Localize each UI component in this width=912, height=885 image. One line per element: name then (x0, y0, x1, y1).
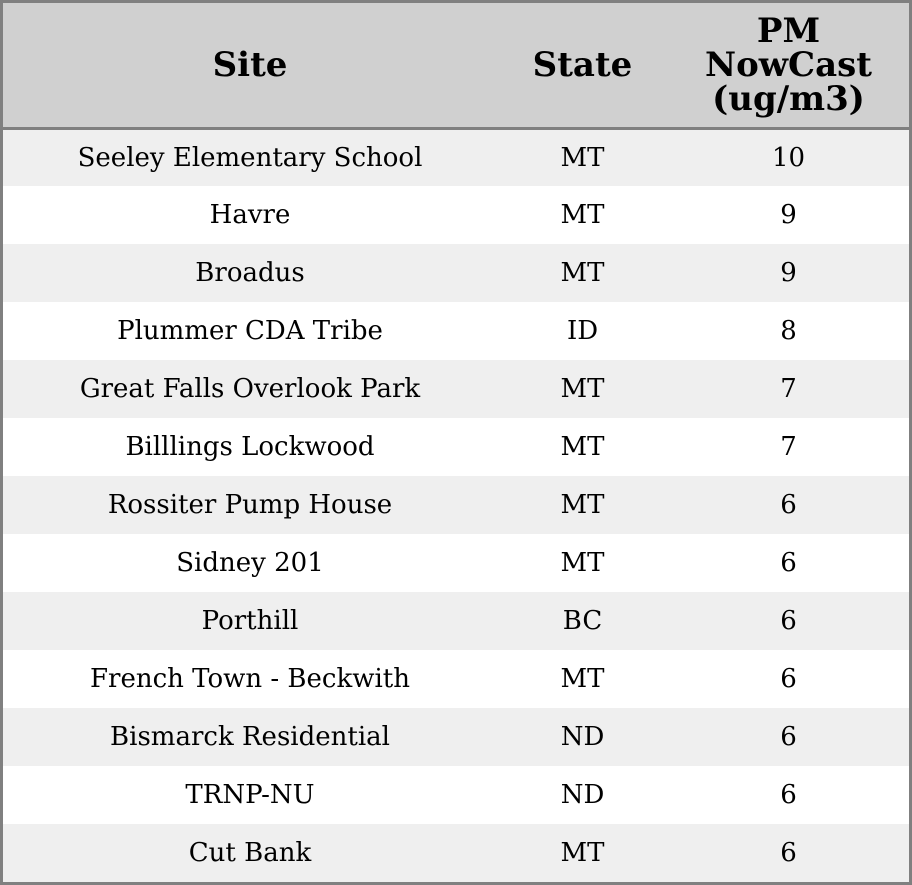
header-pm-nowcast (668, 3, 909, 129)
cell-state: ND (497, 708, 668, 766)
header-pm-line-1: PM (756, 11, 821, 51)
cell-state: MT (497, 476, 668, 534)
table-row (3, 360, 909, 418)
header-state (497, 3, 668, 129)
header-state-label: State (532, 45, 633, 85)
table-row (3, 418, 909, 476)
cell-pm-nowcast: 6 (668, 650, 909, 708)
table-row (3, 824, 909, 882)
cell-pm-nowcast: 8 (668, 302, 909, 360)
header-pm-line-2: NowCast (705, 45, 872, 85)
cell-state: BC (497, 592, 668, 650)
cell-pm-nowcast: 9 (668, 244, 909, 302)
cell-site: Rossiter Pump House (3, 476, 497, 534)
cell-state: MT (497, 824, 668, 882)
table-row (3, 708, 909, 766)
cell-pm-nowcast: 6 (668, 766, 909, 824)
cell-site: French Town - Beckwith (3, 650, 497, 708)
cell-site: Plummer CDA Tribe (3, 302, 497, 360)
cell-state: ND (497, 766, 668, 824)
cell-state: MT (497, 129, 668, 187)
cell-pm-nowcast: 7 (668, 360, 909, 418)
cell-state: MT (497, 418, 668, 476)
table-row (3, 244, 909, 302)
table-row (3, 302, 909, 360)
table-row (3, 476, 909, 534)
cell-site: TRNP-NU (3, 766, 497, 824)
cell-site: Seeley Elementary School (3, 129, 497, 187)
table-row (3, 650, 909, 708)
cell-site: Cut Bank (3, 824, 497, 882)
cell-pm-nowcast: 6 (668, 476, 909, 534)
table-body (3, 129, 909, 883)
data-table (3, 3, 909, 882)
cell-state: MT (497, 186, 668, 244)
cell-state: MT (497, 360, 668, 418)
cell-pm-nowcast: 6 (668, 592, 909, 650)
header-row (3, 3, 909, 129)
cell-pm-nowcast: 7 (668, 418, 909, 476)
table-row (3, 186, 909, 244)
cell-site: Broadus (3, 244, 497, 302)
table-row (3, 534, 909, 592)
table-row (3, 129, 909, 187)
header-site-label: Site (212, 45, 288, 85)
table-row (3, 592, 909, 650)
cell-site: Bismarck Residential (3, 708, 497, 766)
cell-state: MT (497, 650, 668, 708)
table-row (3, 766, 909, 824)
cell-state: MT (497, 244, 668, 302)
cell-site: Havre (3, 186, 497, 244)
header-pm-line-3: (ug/m3) (712, 79, 865, 119)
cell-pm-nowcast: 9 (668, 186, 909, 244)
cell-state: MT (497, 534, 668, 592)
cell-site: Billlings Lockwood (3, 418, 497, 476)
cell-site: Sidney 201 (3, 534, 497, 592)
cell-pm-nowcast: 6 (668, 534, 909, 592)
cell-site: Porthill (3, 592, 497, 650)
header-site (3, 3, 497, 129)
cell-state: ID (497, 302, 668, 360)
cell-pm-nowcast: 10 (668, 129, 909, 187)
cell-pm-nowcast: 6 (668, 824, 909, 882)
cell-site: Great Falls Overlook Park (3, 360, 497, 418)
cell-pm-nowcast: 6 (668, 708, 909, 766)
